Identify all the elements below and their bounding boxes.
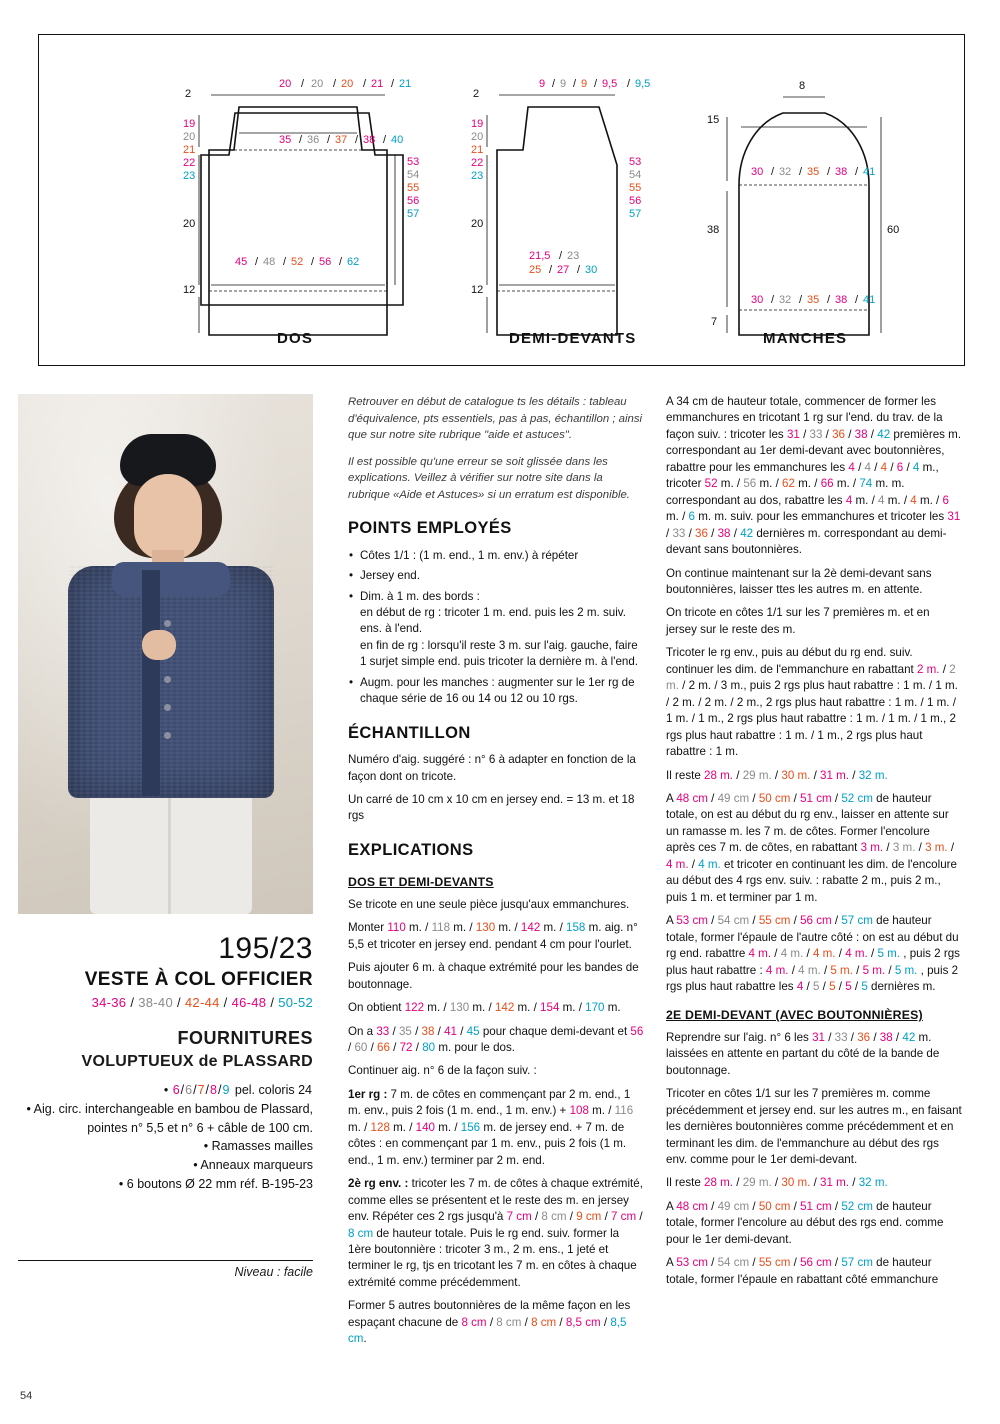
svg-text:21: 21 bbox=[371, 78, 384, 90]
svg-text:/: / bbox=[771, 166, 775, 178]
svg-text:19: 19 bbox=[183, 118, 196, 130]
svg-text:7: 7 bbox=[711, 316, 718, 328]
svg-text:/: / bbox=[549, 264, 553, 276]
svg-text:55: 55 bbox=[407, 182, 420, 194]
svg-text:20: 20 bbox=[311, 78, 324, 90]
svg-text:20: 20 bbox=[279, 78, 292, 90]
qty-2: 6 bbox=[185, 1083, 193, 1097]
svg-text:38: 38 bbox=[835, 166, 848, 178]
schematic-panel bbox=[38, 34, 965, 366]
svg-text:35: 35 bbox=[279, 134, 292, 146]
c3-q4: A 48 cm / 49 cm / 50 cm / 51 cm / 52 cm de hauteur totale, former l'encolure au début des rgs end. comme pour le 1er demi-devant. bbox=[666, 1199, 944, 1246]
svg-text:/: / bbox=[771, 294, 775, 306]
c3-p1: A 34 cm de hauteur totale, commencer de former les emmanchures en tricotant 1 rg sur l'end. du trav. de la façon suiv. : tricoter les 31 / 33 / 36 / 38 / 42 premières m. correspondant au 1er demi-devant avec boutonnières, rabattre pour les emmanchures les 4 / 4 / 4 / 6 / 4 m., tricoter 52 m. / 56 m. / 62 m. / 66 m. / 74 m. m. correspondant au dos, rabattre les 4 m. / 4 m. / 4 m. / 6 m. / 6 m. m. suiv. pour les emmanchures et tricoter les 31 / 33 / 36 / 38 / 42 dernières m. correspondant au demi-devant sans boutonnières. bbox=[666, 395, 962, 557]
dim-debut-text: en début de rg : tricoter 1 m. end. puis les 2 m. suiv. ens. à l'end. bbox=[360, 605, 626, 636]
svg-text:/: / bbox=[577, 264, 581, 276]
svg-text:54: 54 bbox=[407, 169, 420, 181]
intro-paragraph-2: Il est possible qu'une erreur se soit glissée dans les explications. Veillez à vérifier sur notre site dans la rubrique «Aide et Astuces» si un erratum est disponible. bbox=[348, 455, 630, 501]
qty-3: 7 bbox=[197, 1083, 205, 1097]
svg-text:45: 45 bbox=[235, 256, 248, 268]
point-item-1: • Côtes 1/1 : (1 m. end., 1 m. env.) à répéter bbox=[360, 548, 644, 564]
svg-text:36: 36 bbox=[307, 134, 320, 146]
svg-text:/: / bbox=[827, 166, 831, 178]
svg-text:23: 23 bbox=[183, 170, 196, 182]
svg-text:56: 56 bbox=[319, 256, 332, 268]
qty-suffix: pel. coloris 24 bbox=[234, 1083, 312, 1097]
svg-text:23: 23 bbox=[471, 170, 484, 182]
svg-text:21: 21 bbox=[399, 78, 412, 90]
c3-q1: Reprendre sur l'aig. n° 6 les 31 / 33 / 36 / 38 / 42 m. laissées en attente en partant du côté de la bande de boutonnage. bbox=[666, 1030, 940, 1077]
svg-text:30: 30 bbox=[585, 264, 598, 276]
svg-text:56: 56 bbox=[407, 195, 420, 207]
text-column-3 bbox=[666, 394, 962, 1295]
svg-text:/: / bbox=[827, 294, 831, 306]
svg-text:/: / bbox=[327, 134, 331, 146]
svg-text:30: 30 bbox=[751, 294, 764, 306]
buttons-line: • 6 boutons Ø 22 mm réf. B-195-23 bbox=[118, 1176, 313, 1191]
c3-p3: On tricote en côtes 1/1 sur les 7 premières m. et en jersey sur le reste des m. bbox=[666, 606, 930, 636]
svg-text:19: 19 bbox=[471, 118, 484, 130]
dos-p1: Se tricote en une seule pièce jusqu'aux emmanchures. bbox=[348, 897, 630, 911]
second-demi-devant-heading: 2E DEMI-DEVANT (AVEC BOUTONNIÈRES) bbox=[666, 1008, 923, 1023]
yarn-name: VOLUPTUEUX de PLASSARD bbox=[81, 1053, 313, 1070]
svg-text:/: / bbox=[255, 256, 259, 268]
svg-text:12: 12 bbox=[183, 284, 196, 296]
c3-q2: Tricoter en côtes 1/1 sur les 7 premières m. comme précédemment et jersey end. sur les autres m., en faisant les dernières boutonnières comme précédemment et en terminant les dim. de l'emmanchure au début des rgs env. comme pour le 1er demi-devant. bbox=[666, 1087, 962, 1167]
svg-text:23: 23 bbox=[567, 250, 580, 262]
echantillon-p2: Un carré de 10 cm x 10 cm en jersey end. = 13 m. et 18 rgs bbox=[348, 793, 635, 823]
svg-text:20: 20 bbox=[471, 131, 484, 143]
text-column-2 bbox=[348, 394, 644, 1355]
c3-q3: Il reste 28 m. / 29 m. / 30 m. / 31 m. / 32 m. bbox=[666, 1176, 888, 1190]
svg-text:55: 55 bbox=[629, 182, 642, 194]
size-range: 34-36 / 38-40 / 42-44 / 46-48 / 50-52 bbox=[91, 995, 313, 1010]
svg-text:62: 62 bbox=[347, 256, 360, 268]
svg-text:/: / bbox=[855, 294, 859, 306]
qty-1: 6 bbox=[172, 1083, 180, 1097]
point-item-2: • Jersey end. bbox=[360, 568, 644, 584]
svg-text:35: 35 bbox=[807, 294, 820, 306]
c3-p5: Il reste 28 m. / 29 m. / 30 m. / 31 m. / 32 m. bbox=[666, 768, 888, 782]
rang-2: 2è rg env. : tricoter les 7 m. de côtes à chaque extrémité, comme elles se présentent et le reste des m. en jersey env. Répéter ces 2 rgs jusqu'à 7 cm / 8 cm / 9 cm / 7 cm / 8 cm de hauteur totale. Puis le rg end. suiv. former la 1ère boutonnière : tricoter 3 m., 2 m. ens., 1 jeté et terminer le rg, tjs en tricotant les 7 m. en côtes à chaque extrémité comme précédemment. bbox=[348, 1177, 643, 1289]
dos-p2: Puis ajouter 6 m. à chaque extrémité pour les bandes de boutonnage. bbox=[348, 961, 639, 991]
svg-text:/: / bbox=[283, 256, 287, 268]
svg-text:35: 35 bbox=[807, 166, 820, 178]
svg-text:/: / bbox=[573, 78, 577, 90]
svg-text:60: 60 bbox=[887, 224, 900, 236]
svg-text:/: / bbox=[627, 78, 631, 90]
explications-heading: EXPLICATIONS bbox=[348, 840, 474, 859]
svg-text:/: / bbox=[339, 256, 343, 268]
points-employes-heading: POINTS EMPLOYÉS bbox=[348, 519, 512, 538]
svg-text:/: / bbox=[594, 78, 598, 90]
extra-2: • Anneaux marqueurs bbox=[193, 1158, 313, 1172]
svg-text:22: 22 bbox=[183, 157, 196, 169]
level-label: Niveau : facile bbox=[234, 1265, 313, 1279]
points-list bbox=[348, 548, 644, 708]
svg-text:25: 25 bbox=[529, 264, 542, 276]
svg-text:MANCHES: MANCHES bbox=[763, 330, 848, 347]
svg-text:2: 2 bbox=[185, 88, 192, 100]
svg-text:2: 2 bbox=[473, 88, 480, 100]
obtient-line: On obtient 122 m. / 130 m. / 142 m. / 154 m. / 170 m. bbox=[348, 1001, 621, 1015]
svg-text:22: 22 bbox=[471, 157, 484, 169]
svg-text:9,5: 9,5 bbox=[602, 78, 618, 90]
svg-text:/: / bbox=[333, 78, 337, 90]
c3-p7: A 53 cm / 54 cm / 55 cm / 56 cm / 57 cm de hauteur totale, former l'épaule de l'autre côté : on est au début du rg end. rabattre 4 m. / 4 m. / 4 m. / 4 m. / 5 m. , puis 2 rgs plus haut rabattre : 4 m. / 4 m. / 5 m. / 5 m. / 5 m. , puis 2 rgs plus haut rabattre les 4 / 5 / 5 / 5 / 5 dernières m. bbox=[666, 914, 960, 993]
intro-paragraph-1: Retrouver en début de catalogue ts les détails : tableau d'équivalence, pts essentiels, pas à pas, échantillon ; ainsi que sur notre site rubrique "aide et astuces". bbox=[348, 396, 643, 442]
svg-text:21: 21 bbox=[471, 144, 484, 156]
c3-p2: On continue maintenant sur la 2è demi-devant sans boutonnières, laisser ttes les autres m. en attente. bbox=[666, 566, 932, 596]
dos-p3: Continuer aig. n° 6 de la façon suiv. : bbox=[348, 1064, 537, 1078]
svg-text:30: 30 bbox=[751, 166, 764, 178]
svg-text:/: / bbox=[855, 166, 859, 178]
svg-text:8: 8 bbox=[799, 80, 806, 92]
svg-text:52: 52 bbox=[291, 256, 304, 268]
size-5: 50-52 bbox=[278, 995, 313, 1010]
product-code: 195/23 bbox=[218, 932, 313, 965]
svg-text:20: 20 bbox=[341, 78, 354, 90]
size-4: 46-48 bbox=[231, 995, 267, 1010]
garment-photo bbox=[18, 394, 313, 914]
svg-text:38: 38 bbox=[707, 224, 720, 236]
svg-text:21,5: 21,5 bbox=[529, 250, 551, 262]
svg-text:/: / bbox=[311, 256, 315, 268]
boutonnieres-line: Former 5 autres boutonnières de la même façon en les espaçant chacune de 8 cm / 8 cm / 8 cm / 8,5 cm / 8,5 cm. bbox=[348, 1299, 631, 1346]
svg-text:9: 9 bbox=[560, 78, 567, 90]
svg-text:DEMI-DEVANTS: DEMI-DEVANTS bbox=[509, 330, 637, 347]
svg-text:/: / bbox=[301, 78, 305, 90]
svg-text:/: / bbox=[383, 134, 387, 146]
svg-text:21: 21 bbox=[183, 144, 196, 156]
svg-text:/: / bbox=[363, 78, 367, 90]
svg-text:41: 41 bbox=[863, 166, 876, 178]
supplies-heading: FOURNITURES bbox=[177, 1028, 313, 1048]
qty-4: 8 bbox=[210, 1083, 217, 1097]
c3-p4: Tricoter le rg env., puis au début du rg end. suiv. continuer les dim. de l'emmanchure en rabattant 2 m. / 2 m. / 2 m. / 3 m., puis 2 rgs plus haut rabattre : 1 m. / 1 m. / 2 m. / 2 m. / 2 m., 2 rgs plus haut rabattre : 1 m. / 1 m. / 1 m. / 1 m., 2 rgs plus haut rabattre : 1 m. / 1 m. / 1 m., 2 rgs plus haut rabattre : 1 m. / 1 m., 2 rgs plus haut rabattre : 1 m. bbox=[666, 646, 958, 759]
svg-text:/: / bbox=[299, 134, 303, 146]
svg-text:53: 53 bbox=[629, 156, 642, 168]
svg-text:/: / bbox=[799, 294, 803, 306]
svg-text:41: 41 bbox=[863, 294, 876, 306]
svg-text:53: 53 bbox=[407, 156, 420, 168]
size-3: 42-44 bbox=[184, 995, 220, 1010]
monter-5: 158 bbox=[566, 921, 586, 935]
svg-text:37: 37 bbox=[335, 134, 348, 146]
svg-text:57: 57 bbox=[629, 208, 642, 220]
svg-text:/: / bbox=[552, 78, 556, 90]
echantillon-heading: ÉCHANTILLON bbox=[348, 723, 471, 742]
svg-text:27: 27 bbox=[557, 264, 570, 276]
extra-1: • Ramasses mailles bbox=[203, 1139, 313, 1154]
svg-text:DOS: DOS bbox=[277, 330, 314, 347]
size-1: 34-36 bbox=[91, 995, 127, 1010]
c3-q5: A 53 cm / 54 cm / 55 cm / 56 cm / 57 cm de hauteur totale, former l'épaule en rabattant côté emmanchure bbox=[666, 1256, 939, 1286]
left-column bbox=[0, 380, 330, 1424]
svg-text:54: 54 bbox=[629, 169, 642, 181]
svg-text:12: 12 bbox=[471, 284, 484, 296]
svg-text:15: 15 bbox=[707, 114, 720, 126]
needles-line: • Aig. circ. interchangeable en bambou de Plassard, pointes n° 5,5 et n° 6 + câble de 100 cm. bbox=[26, 1101, 313, 1135]
c3-p6: A 48 cm / 49 cm / 50 cm / 51 cm / 52 cm de hauteur totale, on est au début du rg env., laisser en attente sur un ramasse m. les 7 m. de côtes. Former l'encolure après ces 7 m. de côtes, en rabattant 3 m. / 3 m. / 3 m. / 4 m. / 4 m. et tricoter en continuant les dim. de l'encolure au début des 4 rgs env. suiv. : rabatte 2 m., puis 2 m., puis 1 m. et terminer par 1 m. bbox=[666, 791, 957, 904]
qty-5: 9 bbox=[222, 1083, 230, 1097]
svg-text:/: / bbox=[799, 166, 803, 178]
point-item-3: • Dim. à 1 m. des bords : en début de rg : tricoter 1 m. end. puis les 2 m. suiv. ens. à l'end. en fin de rg : lorsqu'il reste 3 m. sur l'aig. gauche, faire 1 surjet simple end. puis tricoter la dernière m. à l'end. bbox=[360, 589, 644, 671]
product-title: VESTE À COL OFFICIER bbox=[84, 969, 313, 990]
yarn-quantities: • 6/6/7/8/9 pel. coloris 24 bbox=[163, 1083, 312, 1097]
svg-text:9,5: 9,5 bbox=[635, 78, 651, 90]
level-block bbox=[18, 1260, 313, 1279]
echantillon-p1: Numéro d'aig. suggéré : n° 6 à adapter en fonction de la façon dont on tricote. bbox=[348, 753, 636, 783]
svg-text:/: / bbox=[559, 250, 563, 262]
monter-4: 142 bbox=[520, 921, 541, 935]
svg-text:/: / bbox=[355, 134, 359, 146]
svg-text:9: 9 bbox=[539, 78, 546, 90]
rang-1: 1er rg : 7 m. de côtes en commençant par 2 m. end., 1 m. env., puis 2 fois (1 m. end., 1 m. env.) + 108 m. / 116 m. / 128 m. / 140 m. / 156 m. de jersey end. + 7 m. de côtes : en commençant par 1 m. env., puis 2 fois (1 m. end., 1 m. env.) terminer par 2 m. end. bbox=[348, 1087, 634, 1167]
dim-fin-text: en fin de rg : lorsqu'il reste 3 m. sur l'aig. gauche, faire 1 surjet simple end. puis tricoter la dernière m. à l'end. bbox=[360, 638, 639, 669]
svg-text:48: 48 bbox=[263, 256, 276, 268]
svg-text:20: 20 bbox=[183, 218, 196, 230]
size-2: 38-40 bbox=[138, 995, 173, 1010]
monter-3: 130 bbox=[475, 921, 496, 935]
svg-text:38: 38 bbox=[363, 134, 376, 146]
monter-line: Monter 110 m. / 118 m. / 130 m. / 142 m. / 158 m. aig. n° 5,5 et tricoter en jersey end. pendant 4 cm pour l'ourlet. bbox=[348, 921, 638, 951]
page-number: 54 bbox=[20, 1390, 33, 1402]
point-item-4: • Augm. pour les manches : augmenter sur le 1er rg de chaque série de 16 ou 14 ou 12 ou 10 rgs. bbox=[360, 675, 644, 708]
ona-line: On a 33 / 35 / 38 / 41 / 45 pour chaque demi-devant et 56 / 60 / 66 / 72 / 80 m. pour le dos. bbox=[348, 1024, 644, 1054]
svg-text:9: 9 bbox=[581, 78, 588, 90]
monter-2: 118 bbox=[431, 921, 451, 935]
svg-text:32: 32 bbox=[779, 294, 792, 306]
svg-text:20: 20 bbox=[183, 131, 196, 143]
svg-text:20: 20 bbox=[471, 218, 484, 230]
svg-text:38: 38 bbox=[835, 294, 848, 306]
svg-text:56: 56 bbox=[629, 195, 642, 207]
monter-1: 110 bbox=[387, 921, 406, 935]
svg-text:40: 40 bbox=[391, 134, 404, 146]
svg-text:/: / bbox=[391, 78, 395, 90]
dos-demi-devants-heading: DOS ET DEMI-DEVANTS bbox=[348, 875, 494, 890]
svg-text:32: 32 bbox=[779, 166, 792, 178]
product-info bbox=[18, 932, 313, 1194]
supplies-list bbox=[18, 1081, 313, 1194]
svg-text:57: 57 bbox=[407, 208, 420, 220]
